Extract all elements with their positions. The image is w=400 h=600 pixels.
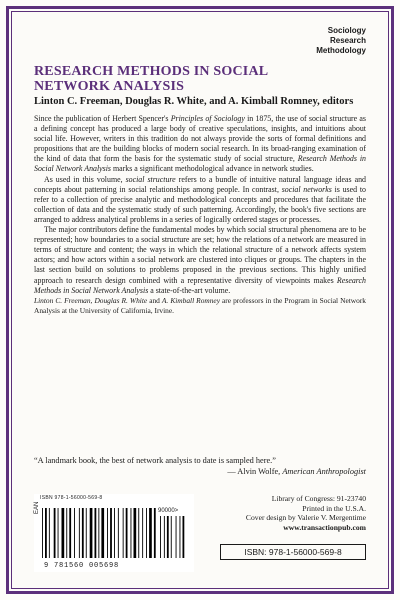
printed-in: Printed in the U.S.A. [302,503,366,513]
title-line-2: NETWORK ANALYSIS [34,79,185,94]
text-run: Since the publication of Herbert Spencer's [34,114,171,123]
description-paragraph-1 [34,114,366,175]
quote-attribution [34,466,366,477]
italic-run: Research Methods in Social Network Analysis [34,275,366,295]
publication-info [246,494,366,532]
text-run: a state-of-the-art volume. [148,285,231,295]
text-run: The major contributors define the fundamental modes by which social structural phenomena are to be represented; how boundaries to a social structure are set; how the relations of a network are measured in terms of structure and content; the ways in which the relational structure of a network affects system actors; and how actors within a social network are clustered into cliques or groups. The chapters in the last section build on solutions to problems proposed in the previous sections. This highly unified approach to research design combined with a representative diversity of viewpoints makes [34,225,366,285]
description-paragraph-2 [34,175,366,225]
text-run: As used in this volume, [44,174,126,184]
text-run: marks a significant methodological advance in network studies. [111,164,314,174]
quote-attribution-name: — Alvin Wolfe, [227,467,283,476]
description-paragraph-3 [34,225,366,296]
library-of-congress: Library of Congress: 91-23740 [271,494,366,503]
italic-run: A. Kimball Romney [161,295,220,305]
isbn-box: ISBN: 978-1-56000-569-8 [220,544,366,560]
cover-design-credit: Cover design by Valerie V. Mergentime [245,513,366,523]
barcode-ean-label: EAN [34,501,40,514]
quote-attribution-source: American Anthropologist [282,467,366,476]
subject-tags [316,26,366,56]
subject-tag: Research [329,36,366,45]
italic-run: social structure [125,174,176,184]
editors-bio [34,296,366,316]
barcode-isbn-label: ISBN 978-1-56000-569-8 [40,495,103,501]
barcode [34,494,194,572]
text-run: refers to a bundle of intuitive natural language ideas and concepts about patterning in social relationships among people. In contrast, [34,174,366,194]
subject-tag: Sociology [327,26,366,35]
title-line-1: RESEARCH METHODS IN SOCIAL [34,64,269,79]
review-quote [34,455,366,477]
italic-run: Linton C. Freeman, Douglas R. White [34,295,148,305]
text-run: is used to refer to a collection of precise analytic and methodological concepts and procedures that facilitate the collection of data and the systematic study of such patterning. Accordingly, the book's five sections are arranged to address analytical problems in a series of logically ordered stages or processes. [34,184,366,224]
editors-line: Linton C. Freeman, Douglas R. White, and A. Kimball Romney, editors [34,96,354,107]
barcode-digits: 9 781560 005698 [44,562,120,570]
italic-run: Principles of Sociology [170,114,245,123]
subject-tag: Methodology [316,46,366,55]
main-content [34,64,366,316]
italic-run: Research Methods in Social Network Analysis [34,154,366,174]
barcode-addon-digits: 90000> [158,508,179,514]
italic-run: social networks [281,184,332,194]
quote-text: “A landmark book, the best of network analysis to date is sampled here.” [34,456,276,465]
book-title [34,64,366,94]
publisher-url[interactable]: www.transactionpub.com [283,522,366,532]
text-run: in 1875, the use of social structure as a defining concept has produced a large body of creative speculations, insights, and intuitions about social life. However, writers in this tradition do not always provide the sorts of formal definitions and propositions that are the building blocks of modern social research. In its broad-ranging examination of the kind of data that form the basis for the systematic study of social structure, [34,114,366,164]
text-run: are professors in the Program in Social Network Analysis at the University of California, Irvine. [34,295,366,315]
text-run: and [147,295,162,305]
